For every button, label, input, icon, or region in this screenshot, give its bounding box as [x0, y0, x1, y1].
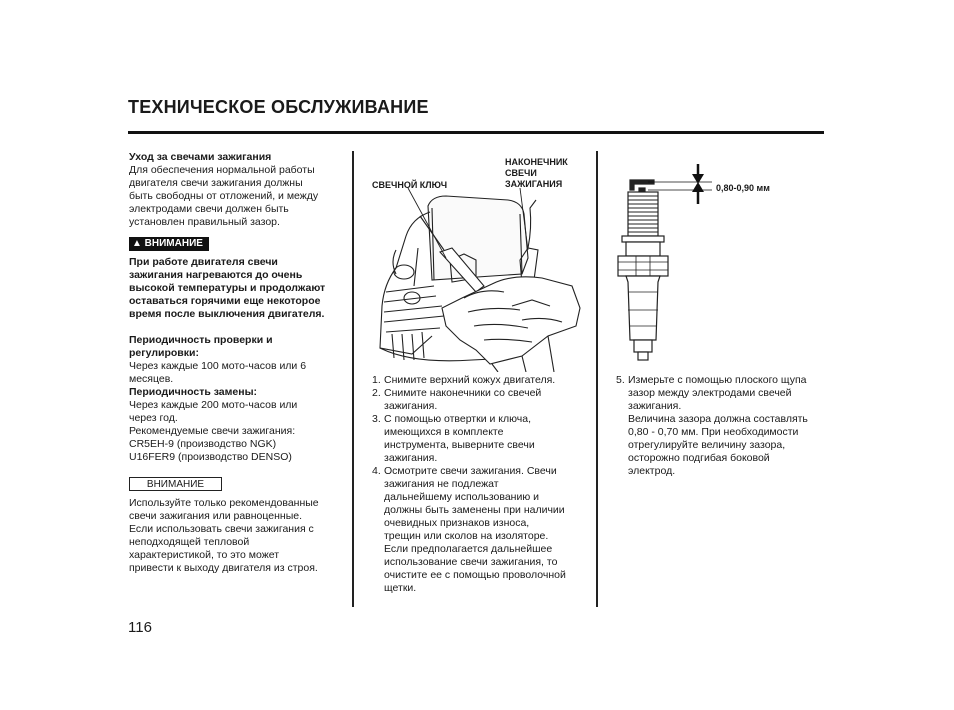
step-item: [616, 374, 828, 478]
notice-text: [129, 497, 341, 575]
recommended-plugs-heading: Рекомендуемые свечи зажигания:: [129, 425, 296, 437]
intro-section: [129, 151, 341, 229]
step-line: очистите ее с помощью проволочной: [384, 569, 566, 581]
replace-interval-value: через год.: [129, 412, 178, 424]
step-line: Величина зазора должна составлять: [628, 413, 808, 425]
step-line: трещин или сколов на изоляторе.: [384, 530, 549, 542]
step-number: 2.: [372, 387, 381, 399]
step-item: [372, 387, 586, 413]
step-line: зажигания.: [384, 452, 438, 464]
warning-line: зажигания нагреваются до очень: [129, 269, 303, 281]
spark-plug-removal-illustration: [372, 188, 582, 372]
step-number: 5.: [616, 374, 625, 386]
step-line: электрод.: [628, 465, 676, 477]
step-line: щетки.: [384, 582, 417, 594]
step-line: Если предполагается дальнейшее: [384, 543, 553, 555]
column-divider: [352, 151, 354, 607]
page-title: ТЕХНИЧЕСКОЕ ОБСЛУЖИВАНИЕ: [128, 97, 429, 117]
step-line: зажигания.: [384, 400, 438, 412]
step-line: имеющихся в комплекте: [384, 426, 504, 438]
check-interval-value: месяцев.: [129, 373, 174, 385]
spark-plug-gap-illustration: [612, 162, 722, 366]
notice-line: неподходящей тепловой: [129, 536, 250, 548]
step-item: [372, 374, 586, 387]
check-interval-heading: Периодичность проверки и: [129, 334, 273, 346]
step-line: Измерьте с помощью плоского щупа: [628, 374, 807, 386]
step-line: зажигания не подлежат: [384, 478, 499, 490]
notice-line: свечи зажигания или равноценные.: [129, 510, 303, 522]
plug-cap-label-line: СВЕЧИ: [505, 168, 537, 178]
step-number: 3.: [372, 413, 381, 425]
page-number: 116: [128, 619, 152, 636]
steps-list-middle: [372, 374, 586, 595]
plug-cap-label: [505, 157, 568, 190]
replace-interval-heading: Периодичность замены:: [129, 386, 258, 398]
gap-size-label: 0,80-0,90 мм: [716, 183, 770, 193]
steps-list: [372, 374, 586, 595]
notice-line: Если использовать свечи зажигания с: [129, 523, 314, 535]
notice-line: характеристикой, то это может: [129, 549, 280, 561]
step-item: [372, 465, 586, 595]
warning-line: При работе двигателя свечи: [129, 256, 278, 268]
check-interval-value: Через каждые 100 мото-часов или 6: [129, 360, 307, 372]
wrench-label: СВЕЧНОЙ КЛЮЧ: [372, 180, 448, 190]
intro-line: электродами свечи должен быть: [129, 203, 289, 215]
step-line: Снимите наконечники со свечей: [384, 387, 542, 399]
step-line: зажигания.: [628, 400, 682, 412]
intro-line: двигателя свечи зажигания должны: [129, 177, 303, 189]
intro-line: Для обеспечения нормальной работы: [129, 164, 315, 176]
plug-cap-label-line: НАКОНЕЧНИК: [505, 157, 568, 167]
header-rule: [128, 131, 824, 134]
notice-line: привести к выходу двигателя из строя.: [129, 562, 318, 574]
intro-line: быть свободны от отложений, и между: [129, 190, 319, 202]
step-line: С помощью отвертки и ключа,: [384, 413, 531, 425]
intro-line: установлен правильный зазор.: [129, 216, 280, 228]
step-line: отрегулируйте величину зазора,: [628, 439, 786, 451]
warning-line: оставаться горячими еще некоторое: [129, 295, 321, 307]
intro-heading: Уход за свечами зажигания: [129, 151, 272, 163]
warning-line: время после выключения двигателя.: [129, 308, 325, 320]
step-line: использование свечи зажигания, то: [384, 556, 558, 568]
step-line: должны быть заменены при наличии: [384, 504, 565, 516]
check-interval-heading: регулировки:: [129, 347, 199, 359]
notice-line: Используйте только рекомендованные: [129, 497, 319, 509]
steps-list: [616, 374, 828, 478]
intervals-section: [129, 334, 341, 464]
plug-cap-label-line: ЗАЖИГАНИЯ: [505, 179, 563, 189]
step-line: зазор между электродами свечей: [628, 387, 792, 399]
warning-text: [129, 256, 341, 321]
step-five: [616, 374, 828, 478]
column-divider: [596, 151, 598, 607]
step-line: дальнейшему использованию и: [384, 491, 539, 503]
recommended-plug: CR5EH-9 (производство NGK): [129, 438, 277, 450]
step-line: осторожно подгибая боковой: [628, 452, 770, 464]
recommended-plug: U16FER9 (производство DENSO): [129, 451, 292, 463]
step-item: [372, 413, 586, 465]
step-line: Осмотрите свечи зажигания. Свечи: [384, 465, 557, 477]
step-line: инструмента, выверните свечи: [384, 439, 535, 451]
replace-interval-value: Через каждые 200 мото-часов или: [129, 399, 298, 411]
step-line: очевидных признаков износа,: [384, 517, 530, 529]
warning-badge: ▲ ВНИМАНИЕ: [129, 237, 209, 251]
warning-line: высокой температуры и продолжают: [129, 282, 326, 294]
step-number: 1.: [372, 374, 381, 386]
step-line: Снимите верхний кожух двигателя.: [384, 374, 556, 386]
step-number: 4.: [372, 465, 381, 477]
step-line: 0,80 - 0,70 мм. При необходимости: [628, 426, 799, 438]
notice-badge: ВНИМАНИЕ: [129, 477, 222, 491]
